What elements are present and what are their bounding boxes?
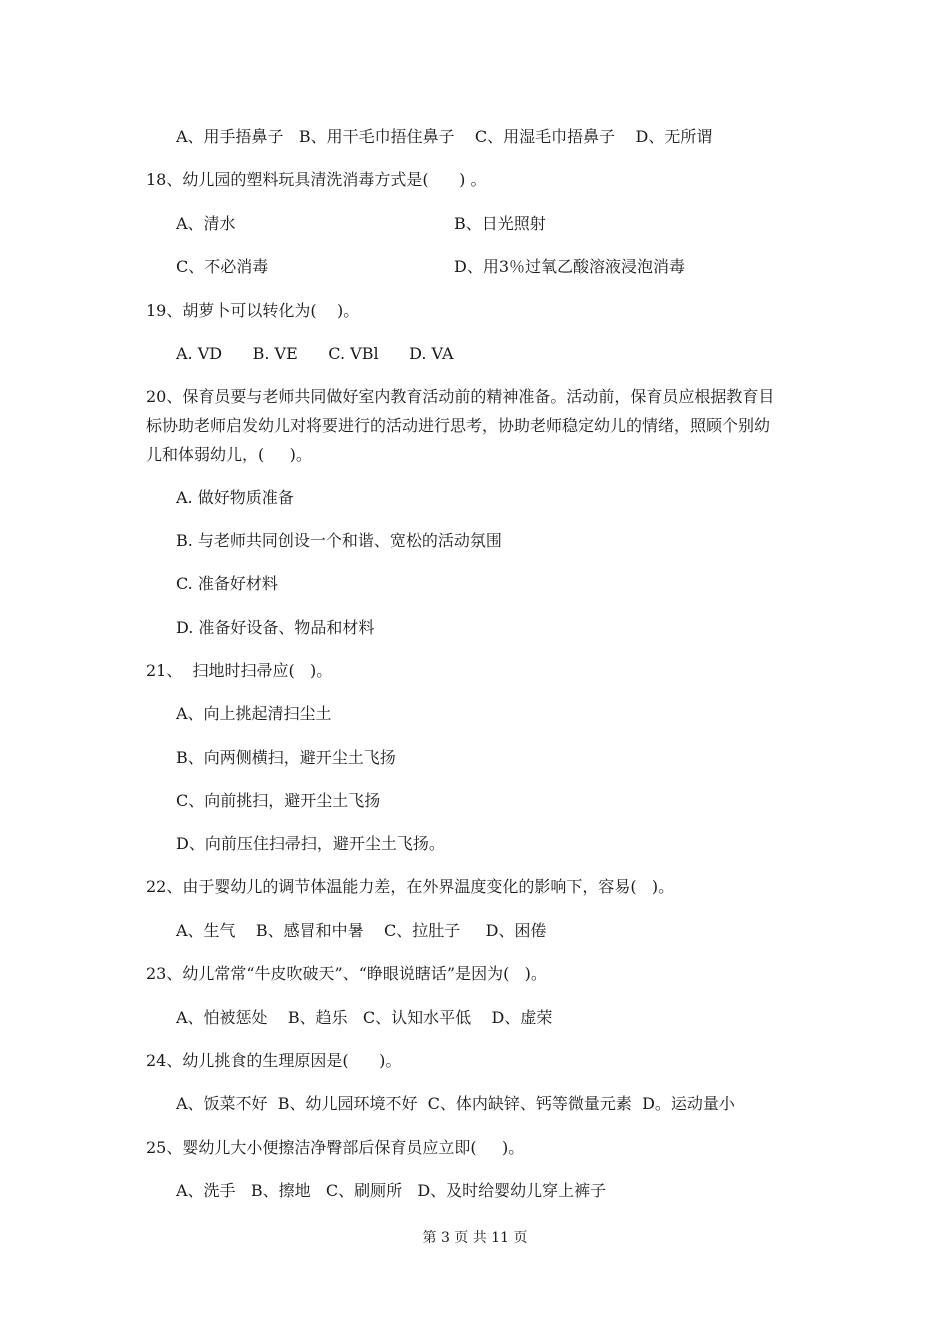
q18-stem: 18、幼儿园的塑料玩具清洗消毒方式是( ) 。: [146, 170, 487, 189]
q22-options: A、生气 B、感冒和中暑 C、拉肚子 D、困倦: [176, 921, 547, 940]
q23-stem: 23、幼儿常常“牛皮吹破天”、“睁眼说瞎话”是因为( )。: [146, 964, 547, 983]
q25-stem: 25、婴幼儿大小便擦洁净臀部后保育员应立即( )。: [146, 1138, 525, 1157]
q20-option-b: B. 与老师共同创设一个和谐、宽松的活动氛围: [176, 531, 502, 550]
q18-option-d: D、用3％过氧乙酸溶液浸泡消毒: [454, 257, 686, 276]
q21-option-c: C、向前挑扫，避开尘土飞扬: [176, 791, 381, 810]
q21-option-a: A、向上挑起清扫尘土: [176, 704, 332, 723]
q18-option-a: A、清水: [176, 214, 236, 233]
q20-option-a: A. 做好物质准备: [176, 488, 294, 507]
q18-option-b: B、日光照射: [454, 214, 546, 233]
q19-stem: 19、胡萝卜可以转化为( )。: [146, 301, 360, 320]
q20-stem-line-2: 标协助老师启发幼儿对将要进行的活动进行思考，协助老师稳定幼儿的情绪，照顾个别幼: [146, 416, 771, 435]
q20-option-d: D. 准备好设备、物品和材料: [176, 618, 375, 637]
q24-stem: 24、幼儿挑食的生理原因是( )。: [146, 1051, 402, 1070]
q21-stem: 21、 扫地时扫帚应( )。: [146, 661, 333, 680]
q20-stem-line-3: 儿和体弱幼儿，( )。: [146, 445, 312, 464]
q24-options: A、饭菜不好 B、幼儿园环境不好 C、体内缺锌、钙等微量元素 D。运动量小: [176, 1094, 735, 1113]
q21-option-d: D、向前压住扫帚扫，避开尘土飞扬。: [176, 834, 445, 853]
q22-stem: 22、由于婴幼儿的调节体温能力差，在外界温度变化的影响下，容易( )。: [146, 877, 675, 896]
q18-option-c: C、不必消毒: [176, 257, 269, 276]
q20-option-c: C. 准备好材料: [176, 574, 278, 593]
q17-options: A、用手捂鼻子 B、用干毛巾捂住鼻子 C、用湿毛巾捂鼻子 D、无所谓: [176, 127, 713, 146]
q23-options: A、怕被惩处 B、趋乐 C、认知水平低 D、虚荣: [176, 1008, 553, 1027]
q21-option-b: B、向两侧横扫，避开尘土飞扬: [176, 748, 396, 767]
q25-options: A、洗手 B、擦地 C、刷厕所 D、及时给婴幼儿穿上裤子: [176, 1181, 607, 1200]
q20-stem-line-1: 20、保育员要与老师共同做好室内教育活动前的精神准备。活动前，保育员应根据教育目: [146, 387, 775, 406]
page-footer: 第 3 页 共 11 页: [422, 1230, 528, 1246]
q19-options: A. VD B. VE C. VBl D. VA: [176, 344, 454, 363]
